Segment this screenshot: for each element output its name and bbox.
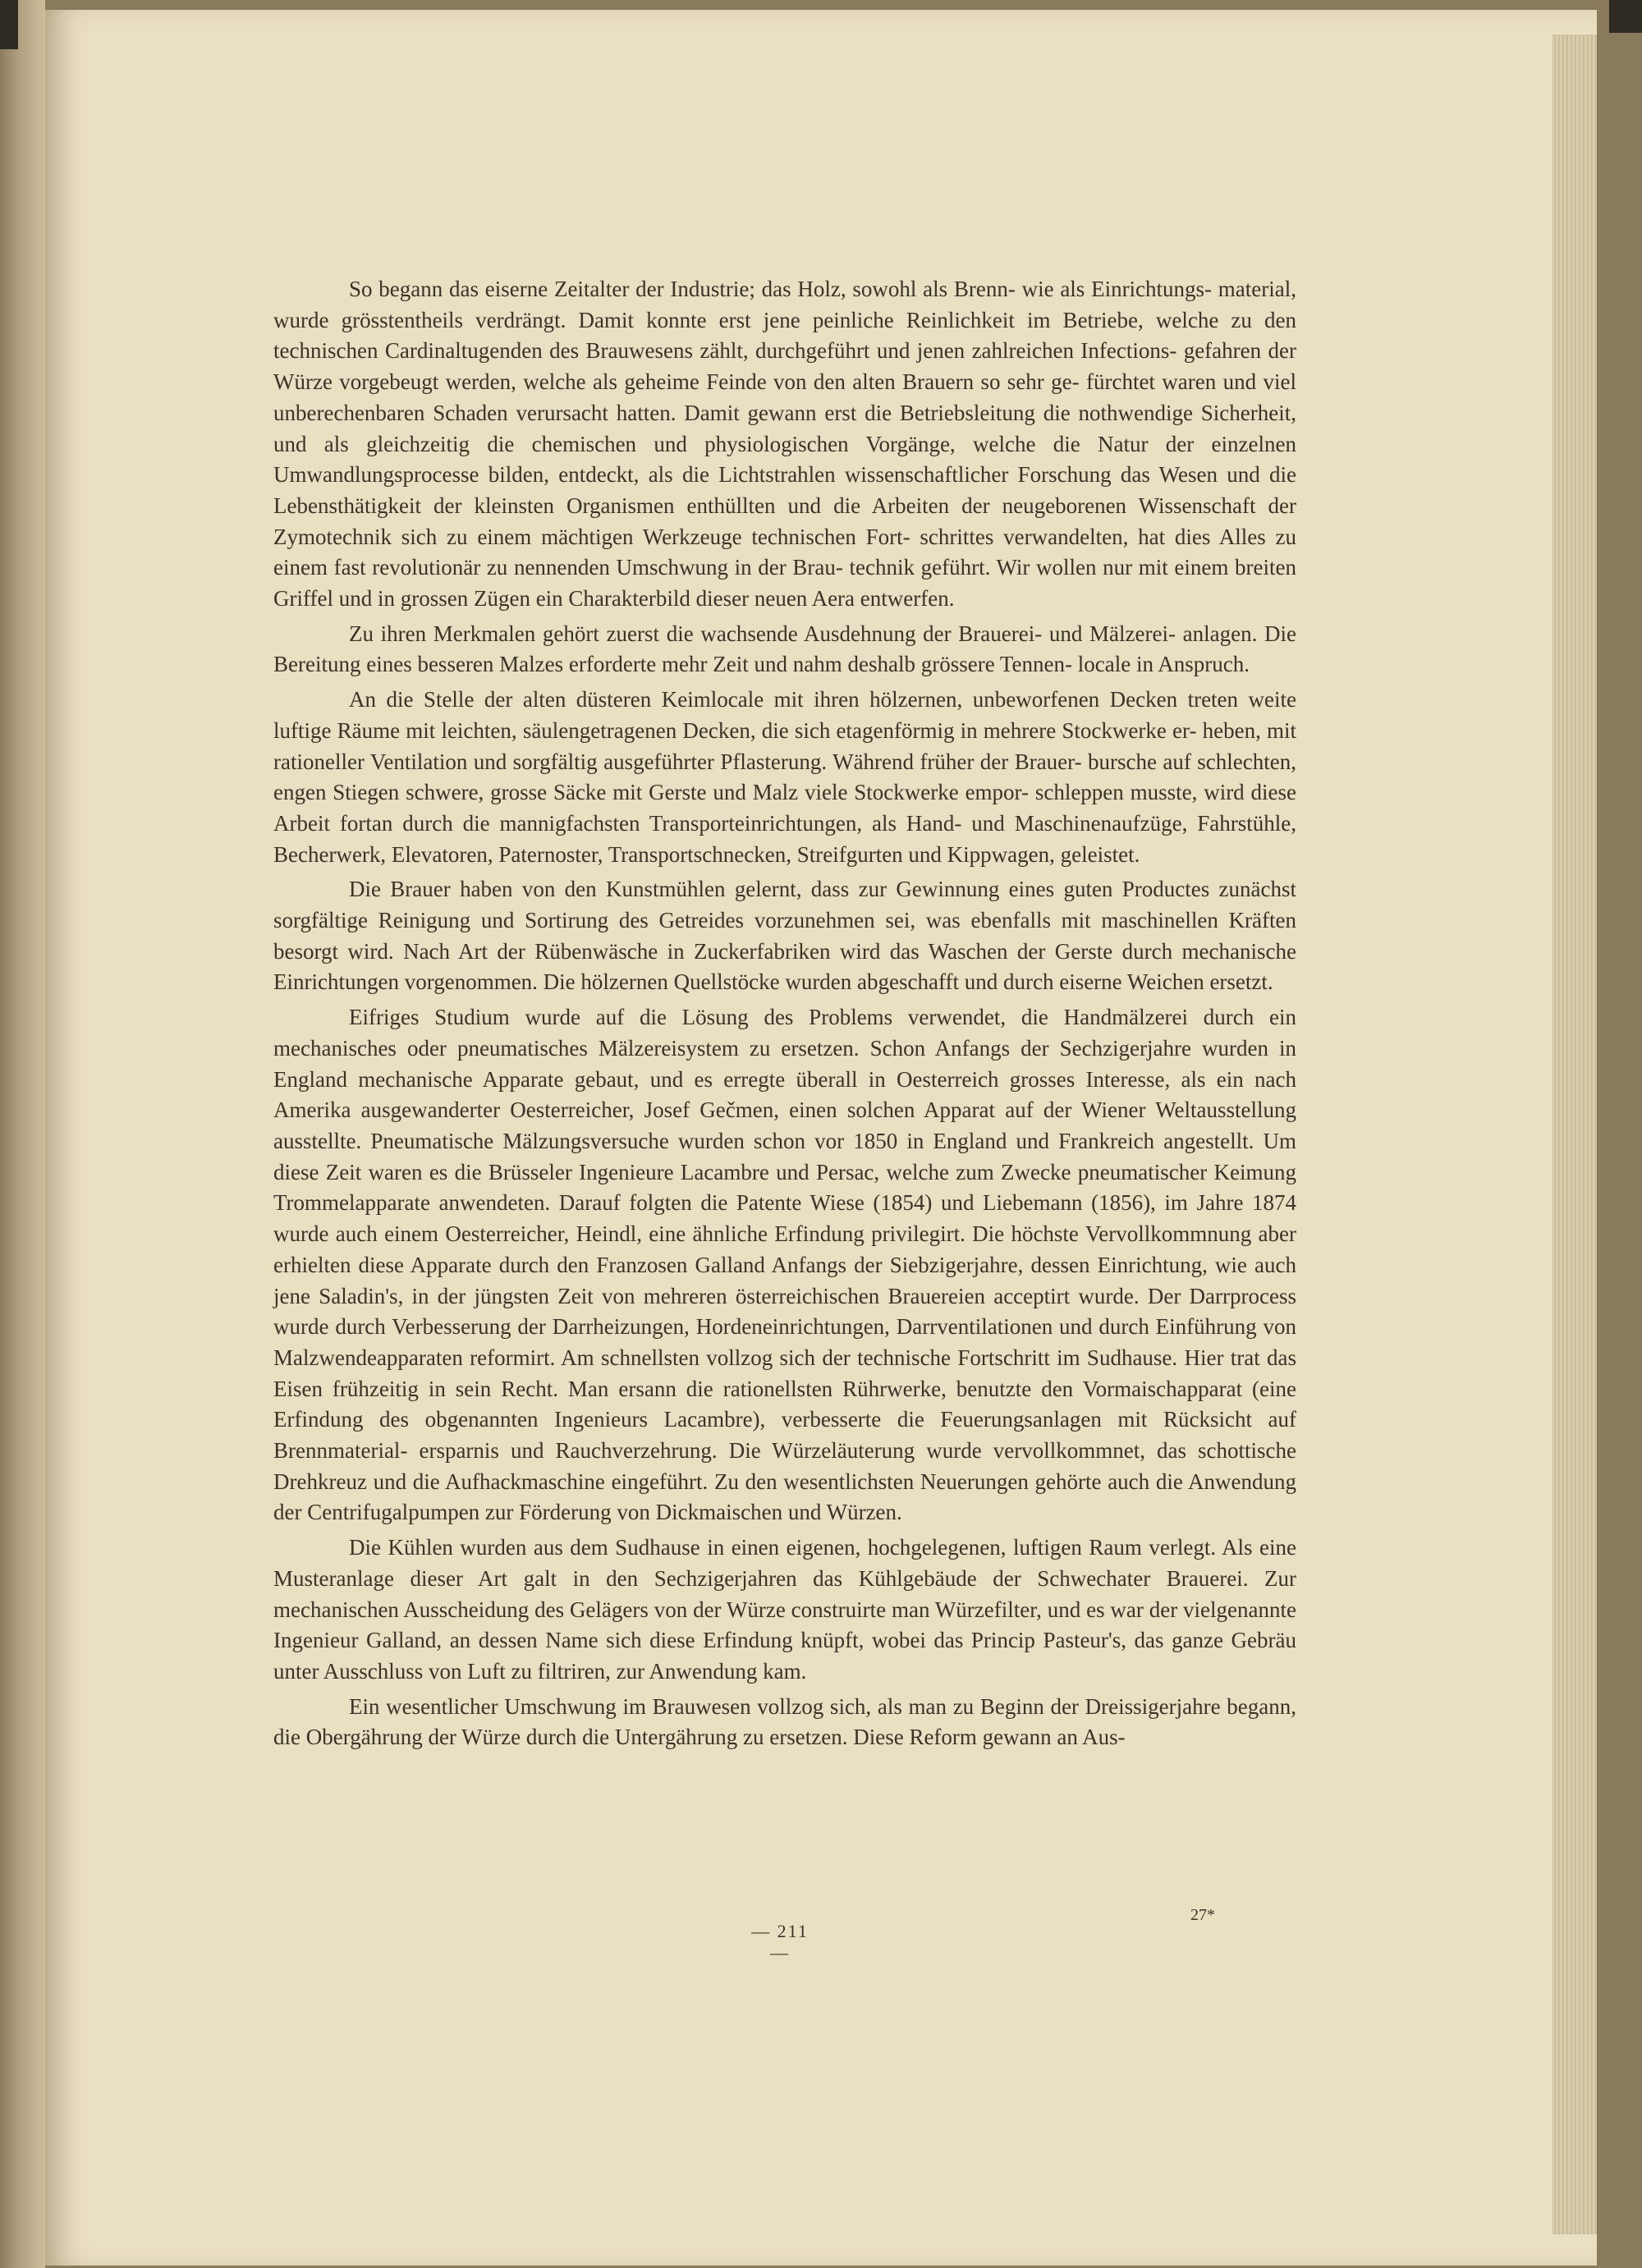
left-page-edge	[0, 0, 45, 2268]
paragraph: Die Kühlen wurden aus dem Sudhause in einen eigenen, hochgelegenen, luftigen Raum verlegt. Als eine Musteranlage dieser Art galt in den Sechzigerjahren das Kühlgebäude der Schwechater Brauerei. Zur mechanischen Ausscheidung des Gelägers von der Würze construirte man Würzefilter, und es war der vielgenannte Ingenieur Galland, an dessen Name sich diese Erfindung knüpft, wobei das Princip Pasteur's, das ganze Gebräu unter Ausschluss von Luft zu filtriren, zur Anwendung kam.	[273, 1535, 1296, 1684]
background-corner	[1609, 0, 1642, 33]
paragraph: An die Stelle der alten düsteren Keimlocale mit ihren hölzernen, unbeworfenen Decken treten weite luftige Räume mit leichten, säulengetragenen Decken, die sich etagenförmig in mehrere Stockwerke er- heben, mit rationeller Ventilation und sorgfältig ausgeführter Pflasterung. Während früher der Brauer- bursche auf schlechten, engen Stiegen schwere, grosse Säcke mit Gerste und Malz viele Stockwerke empor- schleppen musste, wird diese Arbeit fortan durch die mannigfachsten Transporteinrichtungen, als Hand- und Maschinenaufzüge, Fahrstühle, Becherwerk, Elevatoren, Paternoster, Transportschnecken, Streifgurten und Kippwagen, geleistet.	[273, 687, 1296, 867]
body-text	[273, 274, 1296, 1753]
paragraph: Eifriges Studium wurde auf die Lösung des Problems verwendet, die Handmälzerei durch ein mechanisches oder pneumatisches Mälzereisystem zu ersetzen. Schon Anfangs der Sechzigerjahre wurden in England mechanische Apparate gebaut, und es erregte überall in Oesterreich grosses Interesse, als ein nach Amerika ausgewanderter Oesterreicher, Josef Gečmen, einen solchen Apparat auf der Wiener Weltausstellung ausstellte. Pneumatische Mälzungsversuche wurden schon vor 1850 in England und Frankreich angestellt. Um diese Zeit waren es die Brüsseler Ingenieure Lacambre und Persac, welche zum Zwecke pneumatischer Keimung Trommelapparate anwendeten. Darauf folgten die Patente Wiese (1854) und Liebemann (1856), im Jahre 1874 wurde auch einem Oesterreicher, Heindl, eine ähnliche Erfindung privilegirt. Die höchste Vervollkommnung aber erhielten diese Apparate durch den Franzosen Galland Anfangs der Siebzigerjahre, dessen Einrichtung, wie auch jene Saladin's, in der jüngsten Zeit von mehreren österreichischen Brauereien acceptirt wurde. Der Darrprocess wurde durch Verbesserung der Darrheizungen, Hordeneinrichtungen, Darrventilationen und durch Einführung von Malzwendeapparaten reformirt. Am schnellsten vollzog sich der technische Fortschritt im Sudhause. Hier trat das Eisen frühzeitig in sein Recht. Man ersann die rationellsten Rührwerke, benutzte den Vormaischapparat (eine Erfindung des obgenannten Ingenieurs Lacambre), verbesserte die Feuerungsanlagen mit Rücksicht auf Brennmaterial- ersparnis und Rauchverzehrung. Die Würzeläuterung wurde vervollkommnet, das schottische Drehkreuz und die Aufhackmaschine eingeführt. Zu den wesentlichsten Neuerungen gehörte auch die Anwendung der Centrifugalpumpen zur Förderung von Dickmaischen und Würzen.	[273, 1005, 1296, 1525]
binding-strip	[0, 0, 18, 49]
paragraph: Ein wesentlicher Umschwung im Brauwesen vollzog sich, als man zu Beginn der Dreissigerjahre begann, die Obergährung der Würze durch die Untergährung zu ersetzen. Diese Reform gewann an Aus-	[273, 1693, 1296, 1750]
page-edges	[1552, 34, 1597, 2234]
paragraph: Die Brauer haben von den Kunstmühlen gelernt, dass zur Gewinnung eines guten Productes zunächst sorgfältige Reinigung und Sortirung des Getreides vorzunehmen sei, was ebenfalls mit maschinellen Kräften besorgt wird. Nach Art der Rübenwäsche in Zuckerfabriken wird das Waschen der Gerste durch mechanische Einrichtungen vorgenommen. Die hölzernen Quellstöcke wurden abgeschafft und durch eiserne Weichen ersetzt.	[273, 877, 1296, 995]
paragraph: Zu ihren Merkmalen gehört zuerst die wachsende Ausdehnung der Brauerei- und Mälzerei- anlagen. Die Bereitung eines besseren Malzes erforderte mehr Zeit und nahm deshalb grössere Tennen- locale in Anspruch.	[273, 621, 1296, 677]
signature-mark: 27*	[1190, 1906, 1215, 1924]
paragraph: So begann das eiserne Zeitalter der Industrie; das Holz, sowohl als Brenn- wie als Einrichtungs- material, wurde grösstentheils verdrängt. Damit konnte erst jene peinliche Reinlichkeit im Betriebe, welche zu den technischen Cardinaltugenden des Brauwesens zählt, durchgeführt und jenen zahlreichen Infections- gefahren der Würze vorgebeugt werden, welche als geheime Feinde von den alten Brauern so sehr ge- fürchtet waren und viel unberechenbaren Schaden verursacht hatten. Damit gewann erst die Betriebsleitung die nothwendige Sicherheit, und als gleichzeitig die chemischen und physiologischen Vorgänge, welche die Natur der einzelnen Umwandlungsprocesse bilden, entdeckt, als die Lichtstrahlen wissenschaftlicher Forschung das Wesen und die Lebensthätigkeit der kleinsten Organismen enthüllten und die Arbeiten der neugeborenen Wissenschaft der Zymotechnik sich zu einem mächtigen Werkzeuge technischen Fort- schrittes verwandelten, hat dies Alles zu einem fast revolutionär zu nennenden Umschwung in der Brau- technik geführt. Wir wollen nur mit einem breiten Griffel und in grossen Zügen ein Charakterbild dieser neuen Aera entwerfen.	[273, 277, 1296, 612]
page-number: — 211 —	[751, 1921, 809, 1963]
